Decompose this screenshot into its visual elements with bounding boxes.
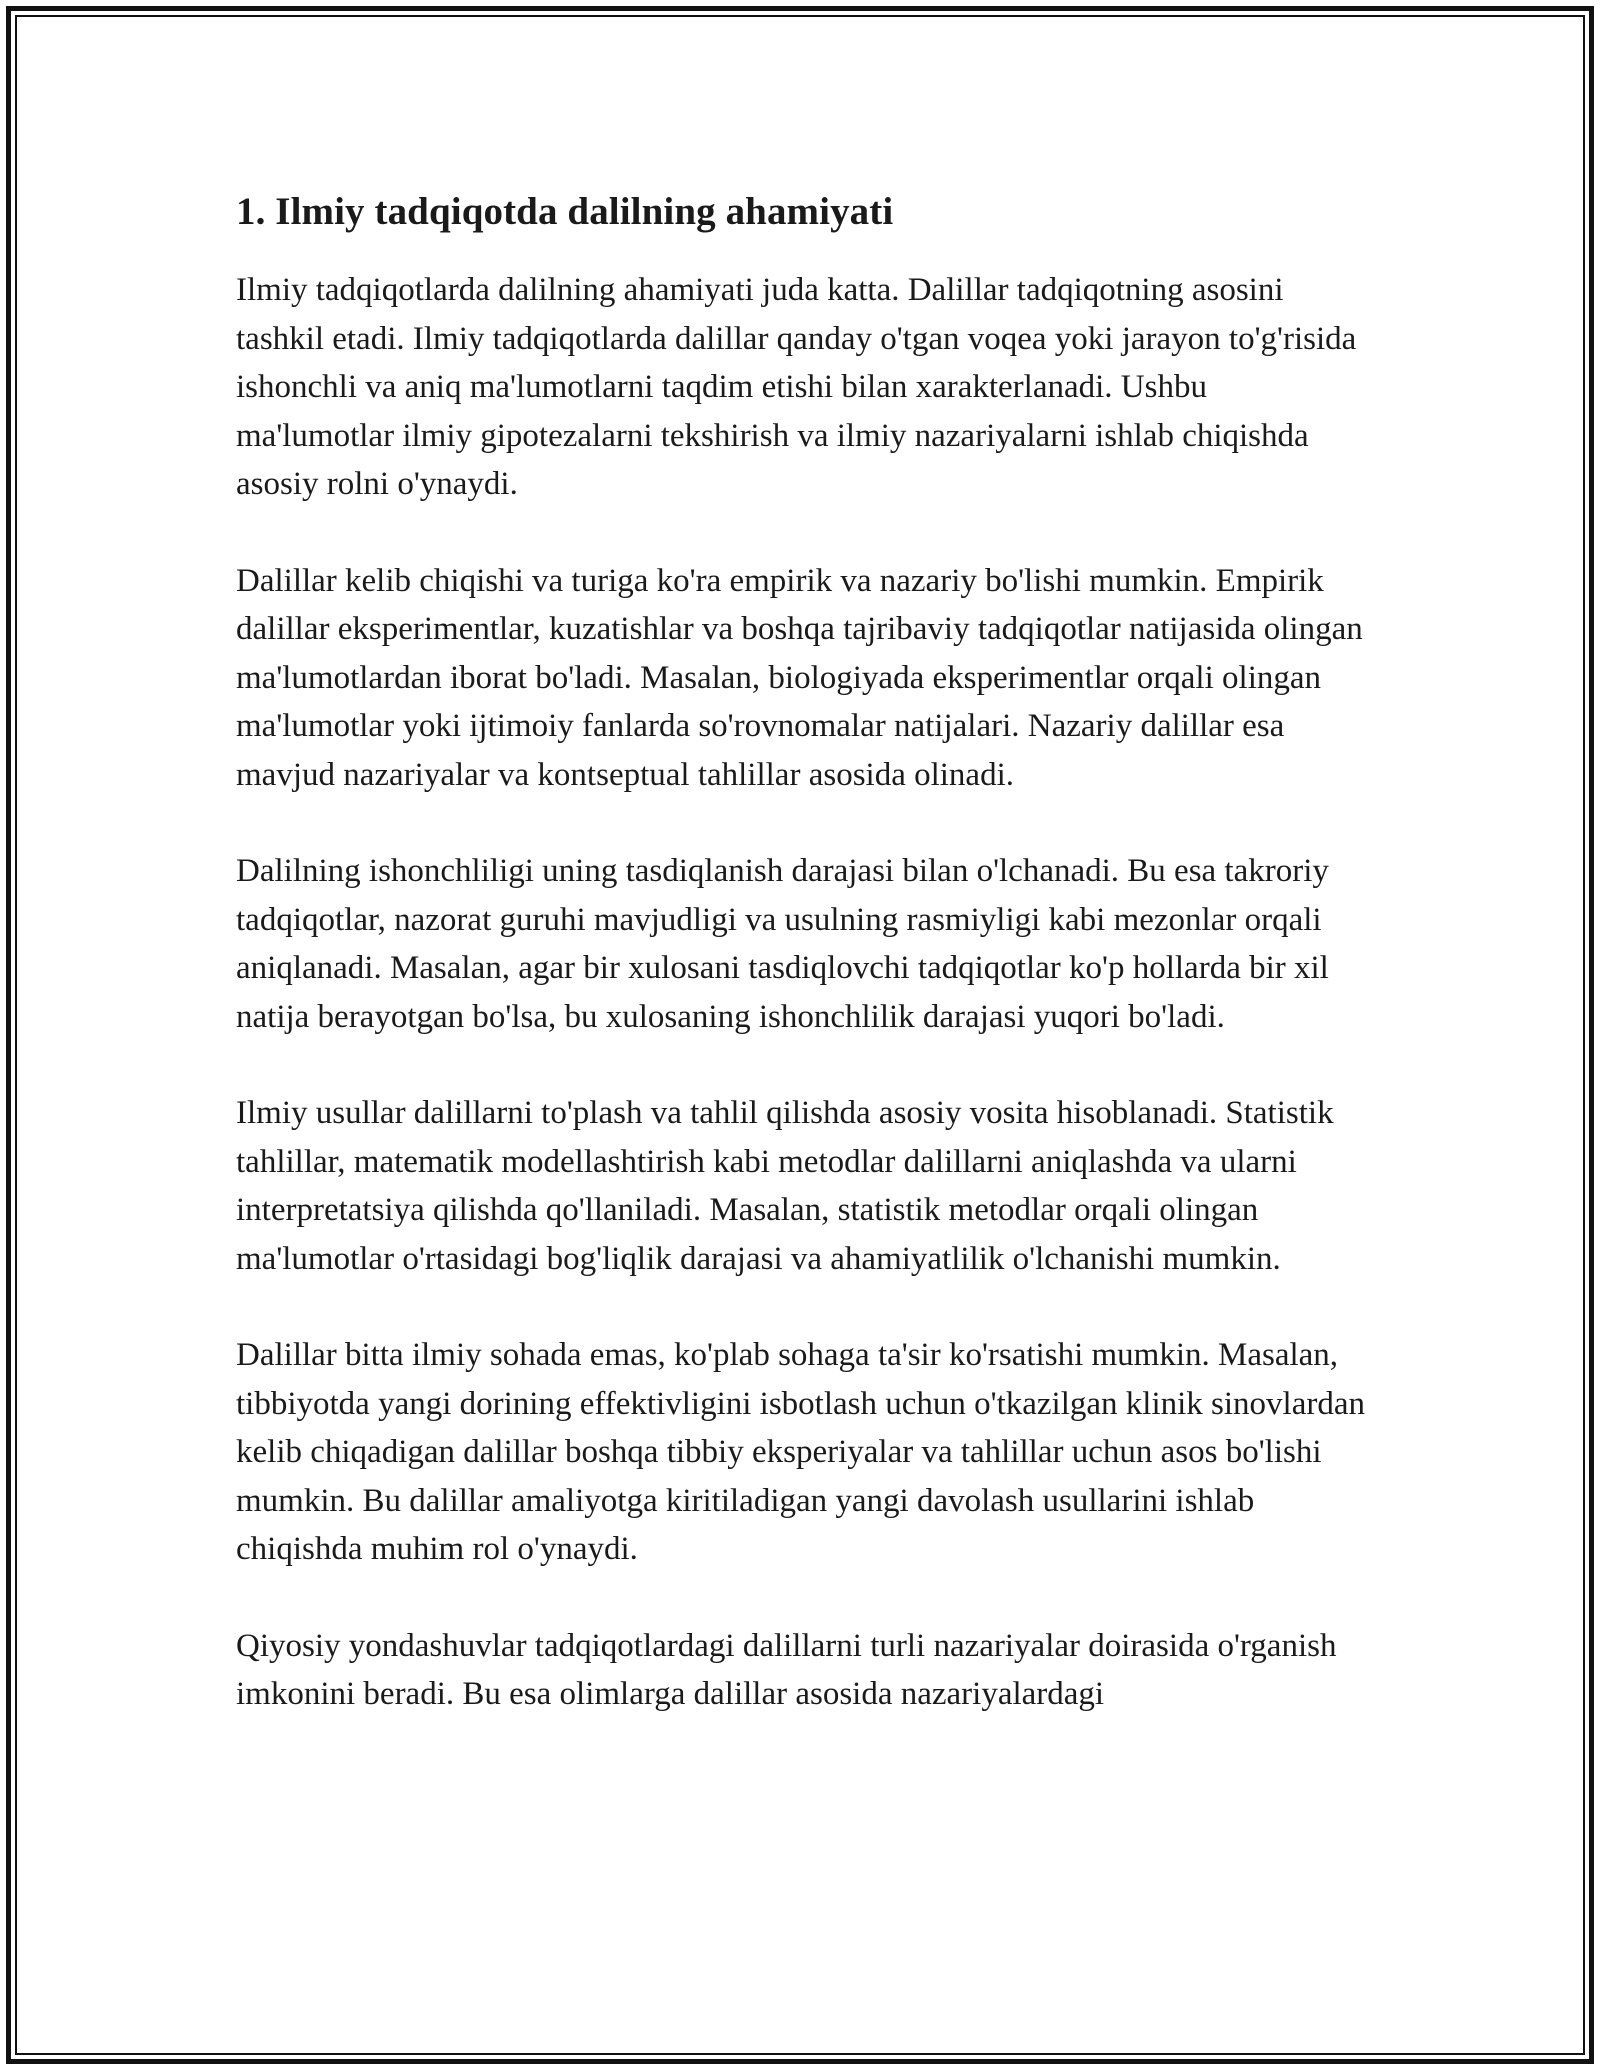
page-title: 1. Ilmiy tadqiqotda dalilning ahamiyati xyxy=(236,190,894,233)
paragraph-6: Qiyosiy yondashuvlar tadqiqotlardagi dalillarni turli nazariyalar doirasida o'rganish imkonini beradi. Bu esa olimlarga dalillar asosida nazariyalardagi xyxy=(236,1627,1337,1712)
paragraph-1: Ilmiy tadqiqotlarda dalilning ahamiyati juda katta. Dalillar tadqiqotning asosini tashkil etadi. Ilmiy tadqiqotlarda dalillar qanday o'tgan voqea yoki jarayon to'g'risida ishonchli va aniq ma'lumotlarni taqdim etishi bilan xarakterlanadi. Ushbu ma'lumotlar ilmiy gipotezalarni tekshirish va ilmiy nazariyalarni ishlab chiqishda asosiy rolni o'ynaydi. xyxy=(236,272,1357,502)
paragraph-4: Ilmiy usullar dalillarni to'plash va tahlil qilishda asosiy vosita hisoblanadi. Statistik tahlillar, matematik modellashtirish kabi metodlar dalillarni aniqlashda va ularni interpretatsiya qilishda qo'llaniladi. Masalan, statistik metodlar orqali olingan ma'lumotlar o'rtasidagi bog'liqlik darajasi va ahamiyatlilik o'lchanishi mumkin. xyxy=(236,1095,1334,1277)
paragraph-3: Dalilning ishonchliligi uning tasdiqlanish darajasi bilan o'lchanadi. Bu esa takroriy tadqiqotlar, nazorat guruhi mavjudligi va usulning rasmiyligi kabi mezonlar orqali aniqlanadi. Masalan, agar bir xulosani tasdiqlovchi tadqiqotlar ko'p hollarda bir xil natija berayotgan bo'lsa, bu xulosaning ishonchlilik darajasi yuqori bo'ladi. xyxy=(236,853,1329,1035)
document-body xyxy=(236,186,1366,1719)
paragraph-2: Dalillar kelib chiqishi va turiga ko'ra empirik va nazariy bo'lishi mumkin. Empirik dalillar eksperimentlar, kuzatishlar va boshqa tajribaviy tadqiqotlar natijasida olingan ma'lumotlardan iborat bo'ladi. Masalan, biologiyada eksperimentlar orqali olingan ma'lumotlar yoki ijtimoiy fanlarda so'rovnomalar natijalari. Nazariy dalillar esa mavjud nazariyalar va kontseptual tahlillar asosida olinadi. xyxy=(236,562,1363,793)
paragraph-5: Dalillar bitta ilmiy sohada emas, ko'plab sohaga ta'sir ko'rsatishi mumkin. Masalan, tibbiyotda yangi dorining effektivligini isbotlash uchun o'tkazilgan klinik sinovlardan kelib chiqadigan dalillar boshqa tibbiy eksperiyalar va tahlillar uchun asos bo'lishi mumkin. Bu dalillar amaliyotga kiritiladigan yangi davolash usullarini ishlab chiqishda muhim rol o'ynaydi. xyxy=(236,1337,1365,1567)
